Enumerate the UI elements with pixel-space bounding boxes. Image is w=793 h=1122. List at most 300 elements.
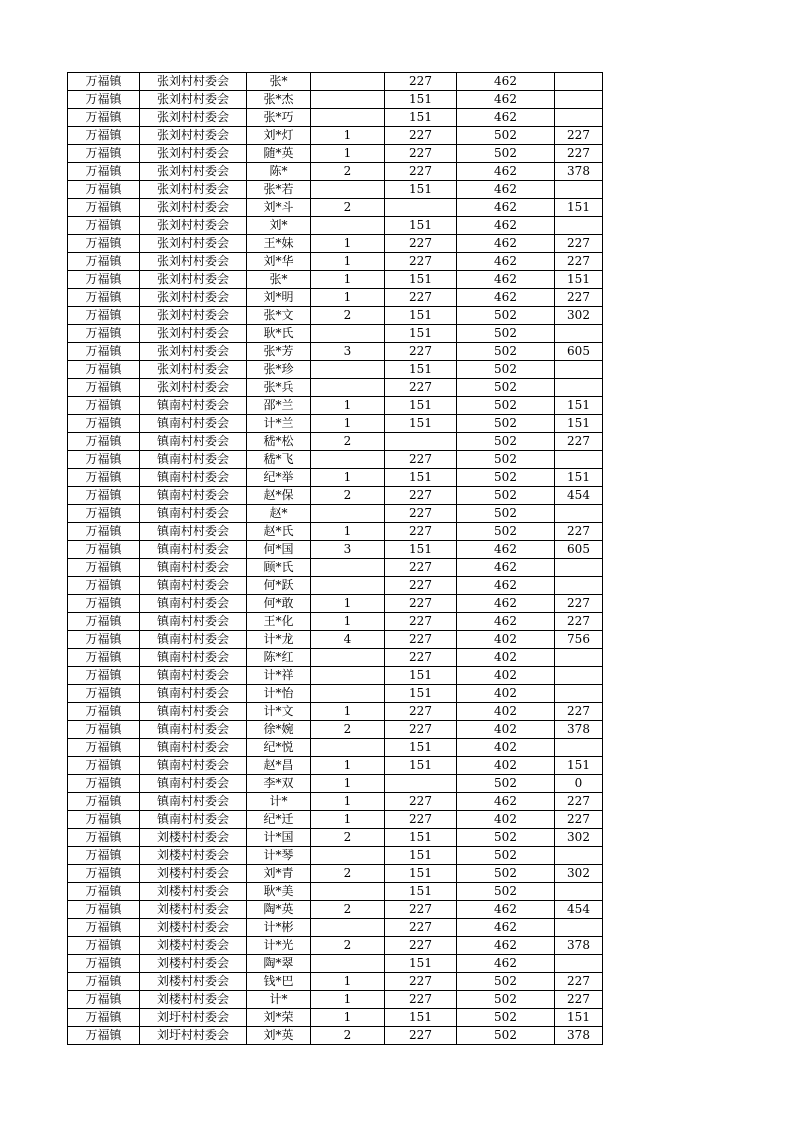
table-row xyxy=(68,253,603,271)
value-b-cell: 502 xyxy=(457,1027,555,1045)
count-cell xyxy=(311,217,385,235)
name-cell: 赵*保 xyxy=(247,487,311,505)
amount-cell: 302 xyxy=(555,307,603,325)
amount-cell: 227 xyxy=(555,793,603,811)
town-cell: 万福镇 xyxy=(68,307,140,325)
name-cell: 顾*氏 xyxy=(247,559,311,577)
value-a-cell: 227 xyxy=(385,973,457,991)
name-cell: 刘* xyxy=(247,217,311,235)
value-a-cell: 151 xyxy=(385,739,457,757)
table-row xyxy=(68,163,603,181)
count-cell: 1 xyxy=(311,271,385,289)
count-cell xyxy=(311,847,385,865)
count-cell: 2 xyxy=(311,433,385,451)
name-cell: 赵*昌 xyxy=(247,757,311,775)
amount-cell: 227 xyxy=(555,523,603,541)
name-cell: 计*光 xyxy=(247,937,311,955)
town-cell: 万福镇 xyxy=(68,577,140,595)
amount-cell: 378 xyxy=(555,1027,603,1045)
village-cell: 镇南村村委会 xyxy=(140,739,247,757)
table-body xyxy=(68,73,603,1045)
table-row xyxy=(68,145,603,163)
table-row xyxy=(68,541,603,559)
value-a-cell: 151 xyxy=(385,847,457,865)
value-a-cell: 151 xyxy=(385,181,457,199)
village-cell: 镇南村村委会 xyxy=(140,757,247,775)
name-cell: 徐*婉 xyxy=(247,721,311,739)
name-cell: 张*珍 xyxy=(247,361,311,379)
value-b-cell: 502 xyxy=(457,127,555,145)
village-cell: 张刘村村委会 xyxy=(140,343,247,361)
town-cell: 万福镇 xyxy=(68,181,140,199)
village-cell: 刘楼村村委会 xyxy=(140,829,247,847)
amount-cell xyxy=(555,559,603,577)
town-cell: 万福镇 xyxy=(68,757,140,775)
table-row xyxy=(68,415,603,433)
value-b-cell: 462 xyxy=(457,577,555,595)
table-row xyxy=(68,451,603,469)
village-cell: 镇南村村委会 xyxy=(140,793,247,811)
table-row xyxy=(68,955,603,973)
table-row xyxy=(68,829,603,847)
village-cell: 镇南村村委会 xyxy=(140,577,247,595)
name-cell: 钱*巴 xyxy=(247,973,311,991)
value-a-cell: 151 xyxy=(385,271,457,289)
village-cell: 镇南村村委会 xyxy=(140,595,247,613)
name-cell: 纪*悦 xyxy=(247,739,311,757)
town-cell: 万福镇 xyxy=(68,361,140,379)
amount-cell: 302 xyxy=(555,829,603,847)
value-a-cell: 151 xyxy=(385,829,457,847)
value-b-cell: 502 xyxy=(457,775,555,793)
amount-cell: 227 xyxy=(555,595,603,613)
town-cell: 万福镇 xyxy=(68,415,140,433)
value-b-cell: 462 xyxy=(457,595,555,613)
value-b-cell: 462 xyxy=(457,937,555,955)
amount-cell xyxy=(555,919,603,937)
value-b-cell: 462 xyxy=(457,271,555,289)
count-cell: 2 xyxy=(311,307,385,325)
value-b-cell: 502 xyxy=(457,973,555,991)
name-cell: 张*芳 xyxy=(247,343,311,361)
count-cell: 2 xyxy=(311,937,385,955)
town-cell: 万福镇 xyxy=(68,1009,140,1027)
name-cell: 计*祥 xyxy=(247,667,311,685)
value-a-cell: 151 xyxy=(385,1009,457,1027)
amount-cell: 605 xyxy=(555,343,603,361)
amount-cell: 302 xyxy=(555,865,603,883)
town-cell: 万福镇 xyxy=(68,847,140,865)
value-a-cell: 151 xyxy=(385,757,457,775)
village-cell: 镇南村村委会 xyxy=(140,811,247,829)
value-a-cell: 151 xyxy=(385,217,457,235)
count-cell: 1 xyxy=(311,469,385,487)
table-row xyxy=(68,217,603,235)
amount-cell xyxy=(555,847,603,865)
value-b-cell: 462 xyxy=(457,541,555,559)
village-cell: 张刘村村委会 xyxy=(140,361,247,379)
amount-cell: 227 xyxy=(555,433,603,451)
town-cell: 万福镇 xyxy=(68,631,140,649)
value-b-cell: 502 xyxy=(457,865,555,883)
value-a-cell: 227 xyxy=(385,379,457,397)
value-a-cell: 227 xyxy=(385,703,457,721)
name-cell: 李*双 xyxy=(247,775,311,793)
value-a-cell: 227 xyxy=(385,163,457,181)
town-cell: 万福镇 xyxy=(68,541,140,559)
village-cell: 刘圩村村委会 xyxy=(140,1009,247,1027)
name-cell: 计* xyxy=(247,991,311,1009)
village-cell: 张刘村村委会 xyxy=(140,325,247,343)
town-cell: 万福镇 xyxy=(68,649,140,667)
count-cell: 1 xyxy=(311,811,385,829)
village-cell: 镇南村村委会 xyxy=(140,775,247,793)
value-b-cell: 402 xyxy=(457,667,555,685)
amount-cell: 227 xyxy=(555,811,603,829)
value-b-cell: 462 xyxy=(457,73,555,91)
name-cell: 刘*华 xyxy=(247,253,311,271)
table-row xyxy=(68,991,603,1009)
name-cell: 刘*荣 xyxy=(247,1009,311,1027)
name-cell: 何*跃 xyxy=(247,577,311,595)
amount-cell: 227 xyxy=(555,145,603,163)
name-cell: 陶*翠 xyxy=(247,955,311,973)
count-cell: 2 xyxy=(311,865,385,883)
village-cell: 镇南村村委会 xyxy=(140,559,247,577)
village-cell: 镇南村村委会 xyxy=(140,631,247,649)
table-row xyxy=(68,865,603,883)
value-a-cell: 227 xyxy=(385,1027,457,1045)
amount-cell: 151 xyxy=(555,469,603,487)
value-b-cell: 402 xyxy=(457,721,555,739)
village-cell: 张刘村村委会 xyxy=(140,253,247,271)
name-cell: 纪*迁 xyxy=(247,811,311,829)
value-b-cell: 502 xyxy=(457,883,555,901)
value-b-cell: 402 xyxy=(457,739,555,757)
table-row xyxy=(68,469,603,487)
value-b-cell: 502 xyxy=(457,451,555,469)
town-cell: 万福镇 xyxy=(68,685,140,703)
table-row xyxy=(68,595,603,613)
count-cell xyxy=(311,379,385,397)
value-a-cell: 227 xyxy=(385,235,457,253)
name-cell: 计*琴 xyxy=(247,847,311,865)
village-cell: 镇南村村委会 xyxy=(140,685,247,703)
count-cell: 1 xyxy=(311,973,385,991)
amount-cell xyxy=(555,325,603,343)
value-a-cell: 227 xyxy=(385,343,457,361)
town-cell: 万福镇 xyxy=(68,469,140,487)
village-cell: 张刘村村委会 xyxy=(140,163,247,181)
amount-cell: 378 xyxy=(555,163,603,181)
name-cell: 陈*红 xyxy=(247,649,311,667)
village-cell: 刘圩村村委会 xyxy=(140,1027,247,1045)
name-cell: 赵*氏 xyxy=(247,523,311,541)
name-cell: 计*彬 xyxy=(247,919,311,937)
count-cell xyxy=(311,919,385,937)
table-row xyxy=(68,1027,603,1045)
amount-cell xyxy=(555,667,603,685)
value-b-cell: 502 xyxy=(457,829,555,847)
town-cell: 万福镇 xyxy=(68,901,140,919)
value-b-cell: 502 xyxy=(457,505,555,523)
value-a-cell: 151 xyxy=(385,91,457,109)
table-row xyxy=(68,181,603,199)
name-cell: 计*龙 xyxy=(247,631,311,649)
value-b-cell: 462 xyxy=(457,901,555,919)
value-a-cell: 227 xyxy=(385,127,457,145)
village-cell: 刘楼村村委会 xyxy=(140,955,247,973)
town-cell: 万福镇 xyxy=(68,721,140,739)
amount-cell: 227 xyxy=(555,613,603,631)
town-cell: 万福镇 xyxy=(68,433,140,451)
village-cell: 刘楼村村委会 xyxy=(140,991,247,1009)
table-row xyxy=(68,127,603,145)
value-a-cell: 227 xyxy=(385,937,457,955)
village-cell: 镇南村村委会 xyxy=(140,469,247,487)
count-cell: 2 xyxy=(311,1027,385,1045)
value-b-cell: 502 xyxy=(457,523,555,541)
value-a-cell: 227 xyxy=(385,523,457,541)
value-a-cell: 151 xyxy=(385,361,457,379)
count-cell: 1 xyxy=(311,793,385,811)
count-cell: 1 xyxy=(311,289,385,307)
value-b-cell: 402 xyxy=(457,649,555,667)
value-a-cell: 227 xyxy=(385,991,457,1009)
value-b-cell: 402 xyxy=(457,811,555,829)
amount-cell: 227 xyxy=(555,235,603,253)
count-cell: 3 xyxy=(311,343,385,361)
data-table xyxy=(67,72,603,1045)
town-cell: 万福镇 xyxy=(68,973,140,991)
table-row xyxy=(68,289,603,307)
count-cell xyxy=(311,505,385,523)
name-cell: 计*兰 xyxy=(247,415,311,433)
town-cell: 万福镇 xyxy=(68,343,140,361)
village-cell: 张刘村村委会 xyxy=(140,289,247,307)
count-cell xyxy=(311,685,385,703)
amount-cell: 454 xyxy=(555,901,603,919)
village-cell: 镇南村村委会 xyxy=(140,703,247,721)
table-row xyxy=(68,901,603,919)
value-a-cell: 151 xyxy=(385,469,457,487)
count-cell xyxy=(311,739,385,757)
table-row xyxy=(68,559,603,577)
value-a-cell: 227 xyxy=(385,505,457,523)
value-b-cell: 502 xyxy=(457,343,555,361)
town-cell: 万福镇 xyxy=(68,739,140,757)
count-cell xyxy=(311,559,385,577)
count-cell xyxy=(311,109,385,127)
village-cell: 镇南村村委会 xyxy=(140,523,247,541)
amount-cell: 227 xyxy=(555,991,603,1009)
value-a-cell: 227 xyxy=(385,649,457,667)
value-b-cell: 502 xyxy=(457,397,555,415)
value-a-cell: 151 xyxy=(385,415,457,433)
amount-cell xyxy=(555,217,603,235)
count-cell xyxy=(311,91,385,109)
value-b-cell: 462 xyxy=(457,289,555,307)
table-row xyxy=(68,109,603,127)
town-cell: 万福镇 xyxy=(68,811,140,829)
table-row xyxy=(68,613,603,631)
table-row xyxy=(68,397,603,415)
value-b-cell: 402 xyxy=(457,631,555,649)
value-a-cell: 227 xyxy=(385,73,457,91)
village-cell: 刘楼村村委会 xyxy=(140,865,247,883)
town-cell: 万福镇 xyxy=(68,127,140,145)
value-b-cell: 502 xyxy=(457,325,555,343)
value-a-cell: 227 xyxy=(385,577,457,595)
amount-cell xyxy=(555,361,603,379)
amount-cell xyxy=(555,109,603,127)
value-b-cell: 402 xyxy=(457,685,555,703)
village-cell: 张刘村村委会 xyxy=(140,91,247,109)
town-cell: 万福镇 xyxy=(68,163,140,181)
village-cell: 镇南村村委会 xyxy=(140,397,247,415)
count-cell: 1 xyxy=(311,235,385,253)
count-cell xyxy=(311,73,385,91)
value-a-cell: 227 xyxy=(385,631,457,649)
count-cell xyxy=(311,649,385,667)
name-cell: 张*文 xyxy=(247,307,311,325)
village-cell: 张刘村村委会 xyxy=(140,73,247,91)
value-a-cell: 227 xyxy=(385,721,457,739)
village-cell: 镇南村村委会 xyxy=(140,649,247,667)
town-cell: 万福镇 xyxy=(68,325,140,343)
amount-cell: 378 xyxy=(555,937,603,955)
value-a-cell: 227 xyxy=(385,487,457,505)
value-a-cell: 151 xyxy=(385,397,457,415)
town-cell: 万福镇 xyxy=(68,865,140,883)
amount-cell: 378 xyxy=(555,721,603,739)
amount-cell: 227 xyxy=(555,289,603,307)
name-cell: 计*怡 xyxy=(247,685,311,703)
amount-cell xyxy=(555,379,603,397)
table-row xyxy=(68,73,603,91)
village-cell: 镇南村村委会 xyxy=(140,487,247,505)
name-cell: 邵*兰 xyxy=(247,397,311,415)
village-cell: 镇南村村委会 xyxy=(140,433,247,451)
town-cell: 万福镇 xyxy=(68,379,140,397)
amount-cell xyxy=(555,739,603,757)
count-cell: 3 xyxy=(311,541,385,559)
amount-cell xyxy=(555,685,603,703)
table-row xyxy=(68,973,603,991)
table-row xyxy=(68,649,603,667)
town-cell: 万福镇 xyxy=(68,289,140,307)
value-b-cell: 462 xyxy=(457,199,555,217)
name-cell: 张* xyxy=(247,73,311,91)
table-row xyxy=(68,343,603,361)
table-row xyxy=(68,91,603,109)
amount-cell: 227 xyxy=(555,253,603,271)
name-cell: 王*化 xyxy=(247,613,311,631)
village-cell: 张刘村村委会 xyxy=(140,235,247,253)
amount-cell: 151 xyxy=(555,415,603,433)
town-cell: 万福镇 xyxy=(68,73,140,91)
value-b-cell: 502 xyxy=(457,361,555,379)
count-cell: 1 xyxy=(311,613,385,631)
town-cell: 万福镇 xyxy=(68,919,140,937)
table-row xyxy=(68,685,603,703)
value-a-cell: 227 xyxy=(385,289,457,307)
count-cell: 1 xyxy=(311,757,385,775)
amount-cell xyxy=(555,505,603,523)
village-cell: 张刘村村委会 xyxy=(140,379,247,397)
value-a-cell: 151 xyxy=(385,865,457,883)
town-cell: 万福镇 xyxy=(68,793,140,811)
village-cell: 张刘村村委会 xyxy=(140,199,247,217)
table-row xyxy=(68,775,603,793)
amount-cell: 0 xyxy=(555,775,603,793)
name-cell: 计* xyxy=(247,793,311,811)
table-row xyxy=(68,721,603,739)
value-a-cell: 227 xyxy=(385,901,457,919)
count-cell xyxy=(311,361,385,379)
town-cell: 万福镇 xyxy=(68,145,140,163)
table-row xyxy=(68,379,603,397)
count-cell: 2 xyxy=(311,199,385,217)
count-cell xyxy=(311,325,385,343)
value-a-cell: 227 xyxy=(385,595,457,613)
amount-cell: 151 xyxy=(555,271,603,289)
count-cell xyxy=(311,955,385,973)
value-b-cell: 462 xyxy=(457,559,555,577)
name-cell: 张*若 xyxy=(247,181,311,199)
count-cell: 2 xyxy=(311,487,385,505)
table-row xyxy=(68,757,603,775)
village-cell: 张刘村村委会 xyxy=(140,145,247,163)
name-cell: 刘*青 xyxy=(247,865,311,883)
village-cell: 镇南村村委会 xyxy=(140,451,247,469)
town-cell: 万福镇 xyxy=(68,559,140,577)
town-cell: 万福镇 xyxy=(68,829,140,847)
value-a-cell: 227 xyxy=(385,793,457,811)
value-b-cell: 462 xyxy=(457,955,555,973)
name-cell: 何*国 xyxy=(247,541,311,559)
town-cell: 万福镇 xyxy=(68,991,140,1009)
name-cell: 嵇*松 xyxy=(247,433,311,451)
name-cell: 陈* xyxy=(247,163,311,181)
table-row xyxy=(68,937,603,955)
amount-cell: 227 xyxy=(555,127,603,145)
name-cell: 计*国 xyxy=(247,829,311,847)
count-cell: 1 xyxy=(311,595,385,613)
town-cell: 万福镇 xyxy=(68,271,140,289)
town-cell: 万福镇 xyxy=(68,235,140,253)
town-cell: 万福镇 xyxy=(68,253,140,271)
name-cell: 王*妹 xyxy=(247,235,311,253)
village-cell: 刘楼村村委会 xyxy=(140,847,247,865)
amount-cell xyxy=(555,91,603,109)
town-cell: 万福镇 xyxy=(68,523,140,541)
value-b-cell: 502 xyxy=(457,379,555,397)
value-b-cell: 402 xyxy=(457,757,555,775)
table-row xyxy=(68,325,603,343)
value-a-cell: 227 xyxy=(385,145,457,163)
name-cell: 耿*氏 xyxy=(247,325,311,343)
name-cell: 刘*灯 xyxy=(247,127,311,145)
town-cell: 万福镇 xyxy=(68,397,140,415)
value-b-cell: 502 xyxy=(457,487,555,505)
table-row xyxy=(68,433,603,451)
count-cell: 2 xyxy=(311,829,385,847)
town-cell: 万福镇 xyxy=(68,595,140,613)
value-a-cell: 151 xyxy=(385,109,457,127)
amount-cell: 151 xyxy=(555,757,603,775)
value-a-cell: 227 xyxy=(385,451,457,469)
